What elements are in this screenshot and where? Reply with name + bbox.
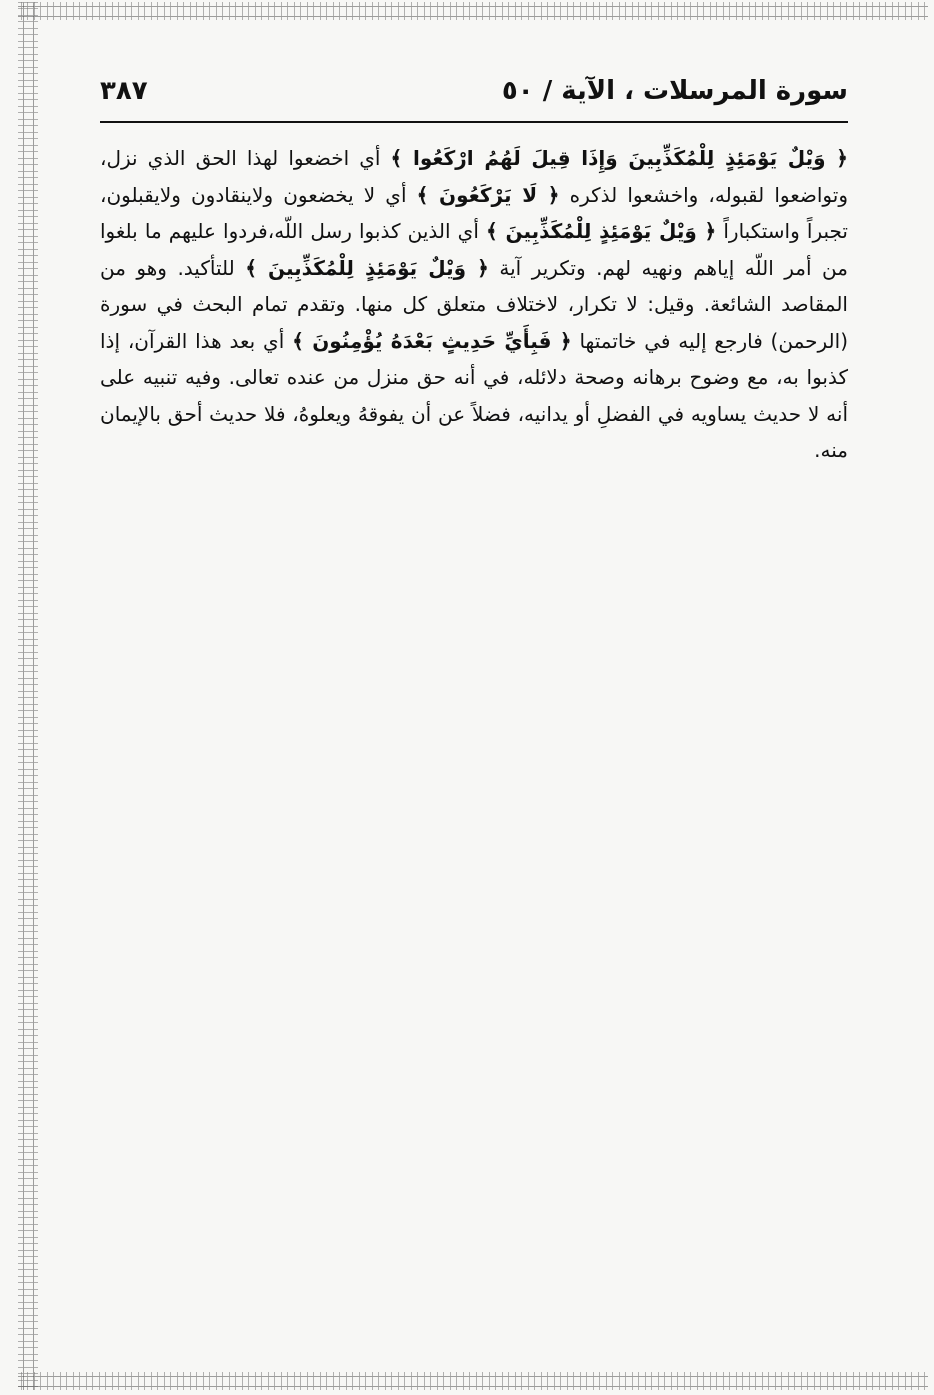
commentary-text: أي لا يخضعون ولاينقادون ولايقبلون، تجبراً واستكباراً (100, 182, 848, 243)
decorative-border-top (18, 2, 928, 20)
commentary-text: أي الذين كذبوا رسل اللّه،فردوا عليهم ما بلغوا من أمر اللّه إياهم ونهيه لهم. وتكرير آية (100, 219, 848, 280)
verse-quote: ﴿ لَا يَرْكَعُونَ ﴾ (416, 182, 560, 207)
paragraph (100, 140, 848, 469)
commentary-text: للتأكيد. وهو من المقاصد الشائعة. وقيل: لا تكرار، لاختلاف متعلق كل منها. وتقدم تمام البحث في سورة (الرحمن) فارجع إليه في خاتمتها (100, 255, 848, 353)
verse-quote: ﴿ وَيْلٌ يَوْمَئِذٍ لِلْمُكَذِّبِينَ ﴾ (486, 219, 717, 243)
page-header (100, 70, 848, 120)
verse-quote: ﴿ فَبِأَيِّ حَدِيثٍ بَعْدَهُ يُؤْمِنُونَ ﴾ (292, 328, 572, 353)
verse-quote: ﴿ وَيْلٌ يَوْمَئِذٍ لِلْمُكَذِّبِينَ وَإِذَا قِيلَ لَهُمُ ارْكَعُوا ﴾ (390, 146, 849, 170)
page-number: ٣٨٧ (100, 76, 148, 106)
body-text (100, 140, 848, 469)
decorative-border-bottom (18, 1372, 928, 1390)
running-title: سورة المرسلات ، الآية / ٥٠ (501, 76, 848, 106)
verse-quote: ﴿ وَيْلٌ يَوْمَئِذٍ لِلْمُكَذِّبِينَ ﴾ (245, 255, 489, 280)
commentary-text: أي اخضعوا لهذا الحق الذي نزل، وتواضعوا لقبوله، واخشعوا لذكره (100, 146, 848, 207)
header-rule (100, 121, 848, 123)
decorative-border-left (18, 2, 38, 1390)
commentary-text: أي بعد هذا القرآن، إذا كذبوا به، مع وضوح برهانه وصحة دلائله، في أنه حق منزل من عنده تعالى. وفيه تنبيه على أنه لا حديث يساويه في الفضلِ أو يدانيه، فضلاً عن أن يفوقهُ ويعلوهُ، فلا حديث أحق بالإيمان منه. (100, 328, 848, 462)
